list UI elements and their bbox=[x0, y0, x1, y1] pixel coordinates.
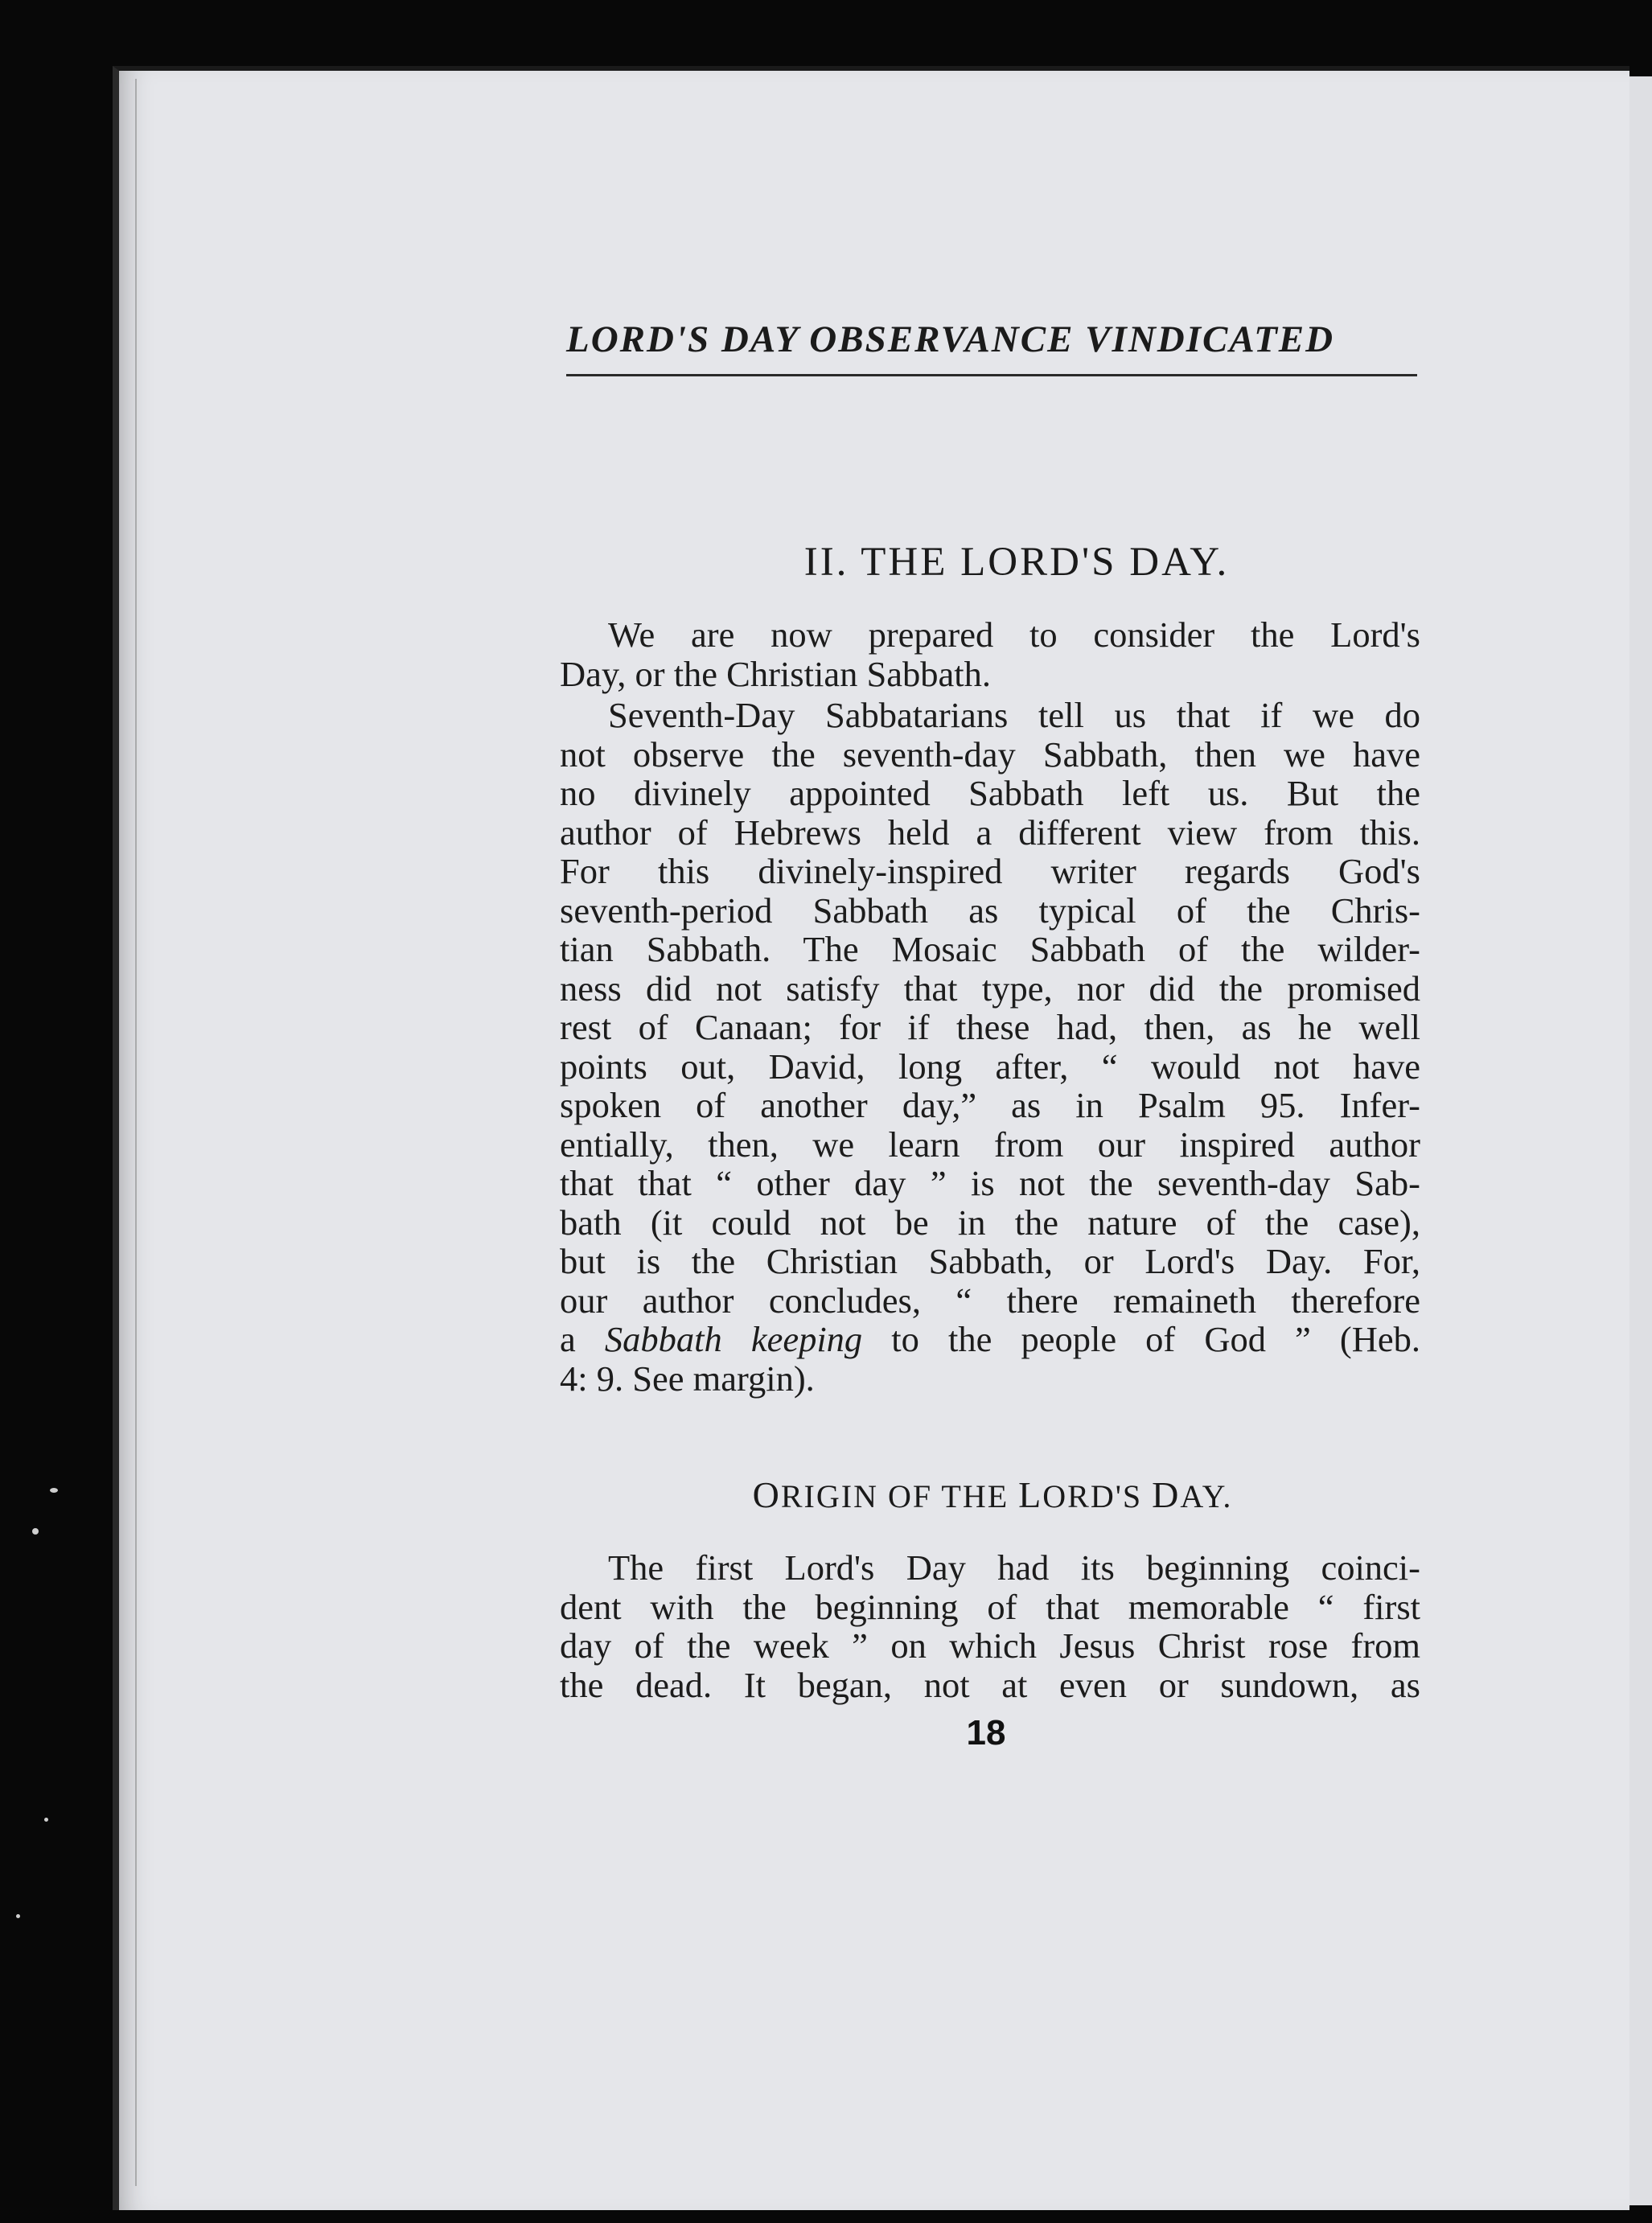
text-line: not observe the seventh-day Sabbath, then we have bbox=[560, 733, 1420, 775]
text-line: entially, then, we learn from our inspired author bbox=[560, 1124, 1420, 1165]
text-line: dent with the beginning of that memorable “ first bbox=[560, 1586, 1420, 1627]
text-line: author of Hebrews held a different view from this. bbox=[560, 812, 1420, 853]
paragraph-2 bbox=[560, 696, 1420, 1398]
text-line: 4: 9. See margin). bbox=[560, 1358, 815, 1399]
italic-phrase: Sabbath keeping bbox=[604, 1319, 863, 1359]
text-line: no divinely appointed Sabbath left us. But the bbox=[560, 773, 1420, 813]
text-line: points out, David, long after, “ would not have bbox=[560, 1046, 1420, 1087]
text-line: that that “ other day ” is not the seventh-day Sab- bbox=[560, 1163, 1420, 1203]
text-line: Day, or the Christian Sabbath. bbox=[560, 653, 991, 694]
text-line: We are now prepared to consider the Lord's bbox=[608, 614, 1420, 655]
paragraph-3 bbox=[560, 1548, 1420, 1704]
scan-speck bbox=[44, 1818, 48, 1822]
text-line: ness did not satisfy that type, nor did the promised bbox=[560, 968, 1420, 1009]
scan-speck bbox=[50, 1488, 58, 1493]
text-line: rest of Canaan; for if these had, then, as he well bbox=[560, 1007, 1420, 1047]
text-line-italic: a Sabbath keeping to the people of God ” (Heb. bbox=[560, 1319, 1420, 1359]
paragraph-1 bbox=[560, 615, 1420, 693]
text-line: bath (it could not be in the nature of the case), bbox=[560, 1202, 1420, 1243]
running-head-rule bbox=[566, 374, 1417, 376]
running-head: LORD'S DAY OBSERVANCE VINDICATED bbox=[566, 318, 1335, 360]
text-line: The first Lord's Day had its beginning coinci- bbox=[608, 1547, 1420, 1588]
chapter-title: II. THE LORD'S DAY. bbox=[803, 540, 1230, 585]
scan-speck bbox=[32, 1528, 39, 1535]
text-line: our author concludes, “ there remaineth therefore bbox=[560, 1280, 1420, 1321]
text-line: tian Sabbath. The Mosaic Sabbath of the wilder- bbox=[560, 929, 1420, 969]
text-line: day of the week ” on which Jesus Christ rose from bbox=[560, 1625, 1420, 1666]
text-line: Seventh-Day Sabbatarians tell us that if we do bbox=[608, 695, 1420, 735]
section-heading: ORIGIN OF THE LORD'S DAY. bbox=[752, 1474, 1233, 1515]
text-line: spoken of another day,” as in Psalm 95. Infer- bbox=[560, 1085, 1420, 1125]
page-number: 18 bbox=[966, 1713, 1006, 1753]
scan-speck bbox=[16, 1914, 20, 1918]
text-line: the dead. It began, not at even or sundown, as bbox=[560, 1664, 1420, 1705]
text-line: For this divinely-inspired writer regards God's bbox=[560, 851, 1420, 891]
text-line: seventh-period Sabbath as typical of the Chris- bbox=[560, 890, 1420, 931]
page-gutter-line bbox=[135, 79, 137, 2186]
text-line: but is the Christian Sabbath, or Lord's Day. For, bbox=[560, 1241, 1420, 1281]
